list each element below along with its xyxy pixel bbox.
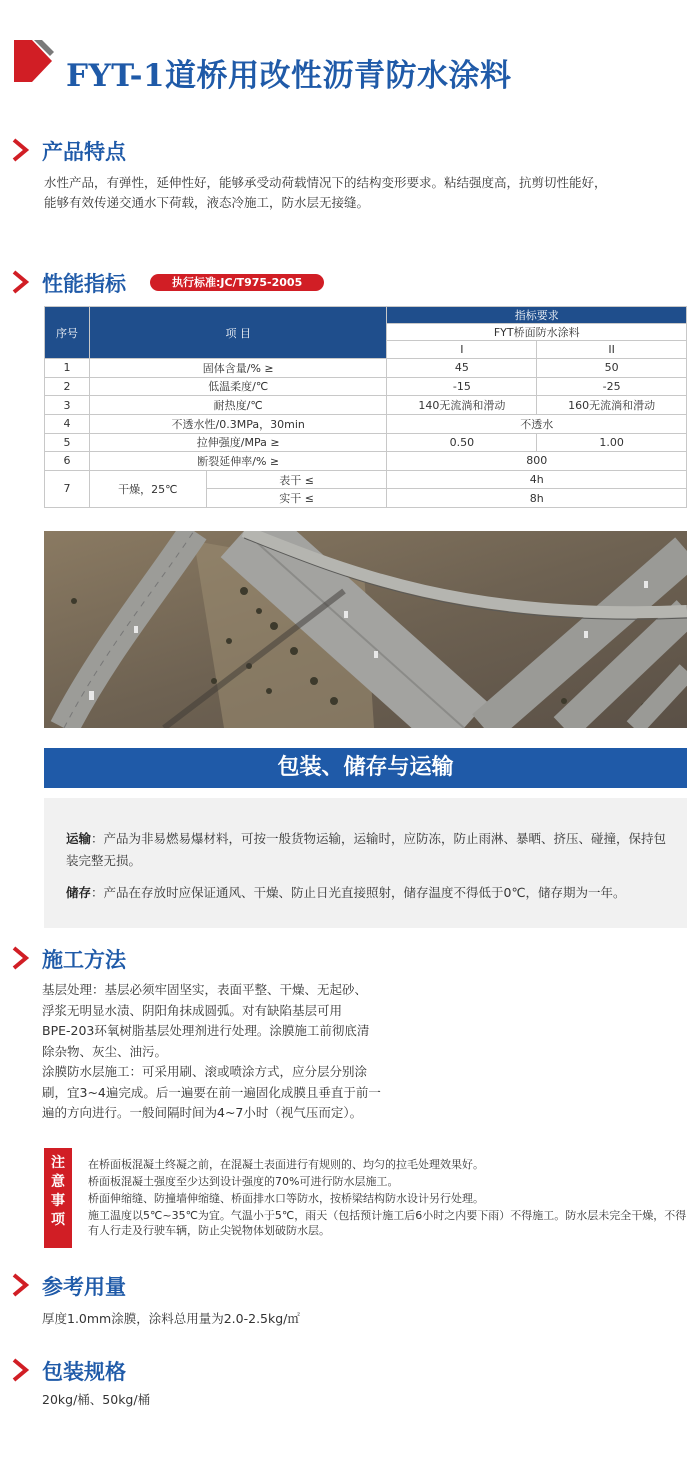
table-header-no: 序号 (45, 307, 90, 359)
highway-interchange-image (44, 531, 687, 728)
row-value: 8h (387, 489, 687, 508)
transport-text: ：产品为非易燃易爆材料，可按一般货物运输，运输时，应防冻，防止雨淋、暴晒、挤压、碰撞，保持包装完整无损。 (66, 831, 667, 868)
row-subitem: 表干 ≤ (206, 470, 387, 489)
row-value: 1.00 (537, 433, 687, 452)
brand-chevron-icon (14, 40, 54, 82)
construction-line: 刷，宜3~4遍完成。后一遍要在前一遍固化成膜且垂直于前一 (42, 1084, 381, 1100)
row-no: 2 (45, 377, 90, 396)
row-value: 160无流淌和滑动 (537, 396, 687, 415)
row-item: 干燥，25℃ (89, 470, 206, 507)
row-item: 耐热度/℃ (89, 396, 387, 415)
table-header-product: FYT桥面防水涂料 (387, 324, 687, 341)
row-value: 800 (387, 452, 687, 471)
table-row (45, 452, 687, 471)
section-title: 包装规格 (42, 1360, 126, 1384)
notes-tag-char: 事 (51, 1193, 65, 1209)
construction-text (42, 980, 422, 1124)
section-title: 参考用量 (42, 1275, 126, 1299)
chevron-right-icon (10, 270, 32, 294)
notes-tag-char: 项 (51, 1212, 65, 1228)
section-features-heading (10, 136, 310, 166)
standard-badge: 执行标准:JC/T975-2005 (150, 274, 324, 291)
table-row (45, 359, 687, 378)
notes-tag-char: 注 (51, 1155, 65, 1171)
section-title: 产品特点 (42, 140, 126, 164)
chevron-right-icon (10, 138, 32, 162)
storage-paragraph (66, 882, 668, 904)
row-item: 拉伸强度/MPa ≥ (89, 433, 387, 452)
row-no: 7 (45, 470, 90, 507)
row-item: 断裂延伸率/% ≥ (89, 452, 387, 471)
chevron-right-icon (10, 1358, 32, 1382)
features-line: 水性产品，有弹性，延伸性好，能够承受动荷载情况下的结构变形要求。粘结强度高，抗剪切性能好， (44, 175, 607, 190)
notes-item: 桥面板混凝土强度至少达到设计强度的70%可进行防水层施工。 (88, 1175, 399, 1188)
row-no: 1 (45, 359, 90, 378)
table-row (45, 414, 687, 433)
storage-info-box (44, 798, 687, 928)
section-dosage-heading (10, 1271, 310, 1301)
row-value: 4h (387, 470, 687, 489)
notes-list (88, 1157, 688, 1240)
table-header-grade: I (387, 341, 537, 359)
row-no: 6 (45, 452, 90, 471)
highway-interchange-photo (44, 531, 687, 728)
section-packaging-heading (10, 1356, 310, 1386)
section-title: 施工方法 (42, 948, 126, 972)
table-header-requirement: 指标要求 (387, 307, 687, 324)
performance-table (44, 306, 687, 508)
chevron-right-icon (10, 946, 32, 970)
section-title: 性能指标 (42, 272, 126, 296)
row-value: -25 (537, 377, 687, 396)
construction-line: 遍的方向进行。一般间隔时间为4~7小时（视气压而定）。 (42, 1105, 363, 1120)
construction-line: 浮浆无明显水渍、阴阳角抹成圆弧。对有缺陷基层可用 (42, 1002, 343, 1018)
section-construction-heading (10, 944, 310, 974)
construction-line: 除杂物、灰尘、油污。 (42, 1043, 168, 1059)
packaging-text: 20kg/桶、50kg/桶 (42, 1392, 151, 1407)
row-value: 不透水 (387, 414, 687, 433)
construction-line: 涂膜防水层施工：可采用刷、滚或喷涂方式，应分层分别涂 (42, 1064, 368, 1079)
row-value: 0.50 (387, 433, 537, 452)
construction-line: 基层处理：基层必须牢固坚实，表面平整、干燥、无起砂、 (42, 982, 368, 997)
table-row (45, 470, 687, 489)
row-no: 4 (45, 414, 90, 433)
row-item: 固体含量/% ≥ (89, 359, 387, 378)
notes-item: 施工温度以5℃~35℃为宜。气温小于5℃，雨天（包括预计施工后6小时之内要下雨）不得施工。防水层未完全干燥，不得有人行走及行驶车辆，防止尖锐物体划破防水层。 (88, 1209, 687, 1237)
chevron-right-icon (10, 1273, 32, 1297)
section-performance-heading (10, 268, 150, 298)
construction-line: BPE-203环氧树脂基层处理剂进行处理。涂膜施工前彻底清 (42, 1023, 370, 1038)
table-header-grade: II (537, 341, 687, 359)
notes-item: 桥面伸缩缝、防撞墙伸缩缝、桥面排水口等防水，按桥梁结构防水设计另行处理。 (88, 1192, 484, 1205)
row-subitem: 实干 ≤ (206, 489, 387, 508)
row-item: 低温柔度/℃ (89, 377, 387, 396)
row-value: -15 (387, 377, 537, 396)
row-no: 3 (45, 396, 90, 415)
notes-item: 在桥面板混凝土终凝之前，在混凝土表面进行有规则的、均匀的拉毛处理效果好。 (88, 1158, 484, 1171)
row-item: 不透水性/0.3MPa，30min (89, 414, 387, 433)
table-row (45, 377, 687, 396)
row-no: 5 (45, 433, 90, 452)
notes-tag (44, 1148, 72, 1248)
transport-label: 运输 (66, 831, 92, 846)
page-title: FYT-1道桥用改性沥青防水涂料 (66, 58, 512, 94)
notes-tag-char: 意 (51, 1174, 65, 1190)
storage-label: 储存 (66, 885, 92, 900)
storage-banner: 包装、储存与运输 (44, 748, 687, 788)
table-header-item: 项 目 (89, 307, 387, 359)
dosage-text: 厚度1.0mm涂膜，涂料总用量为2.0-2.5kg/㎡ (42, 1311, 300, 1326)
storage-text: ：产品在存放时应保证通风、干燥、防止日光直接照射，储存温度不得低于0℃，储存期为一年。 (91, 885, 626, 900)
row-value: 50 (537, 359, 687, 378)
table-row (45, 433, 687, 452)
table-row (45, 396, 687, 415)
transport-paragraph (66, 828, 668, 872)
row-value: 45 (387, 359, 537, 378)
row-value: 140无流淌和滑动 (387, 396, 537, 415)
features-text (44, 173, 684, 213)
features-line: 能够有效传递交通水下荷载，液态冷施工，防水层无接缝。 (44, 195, 370, 210)
